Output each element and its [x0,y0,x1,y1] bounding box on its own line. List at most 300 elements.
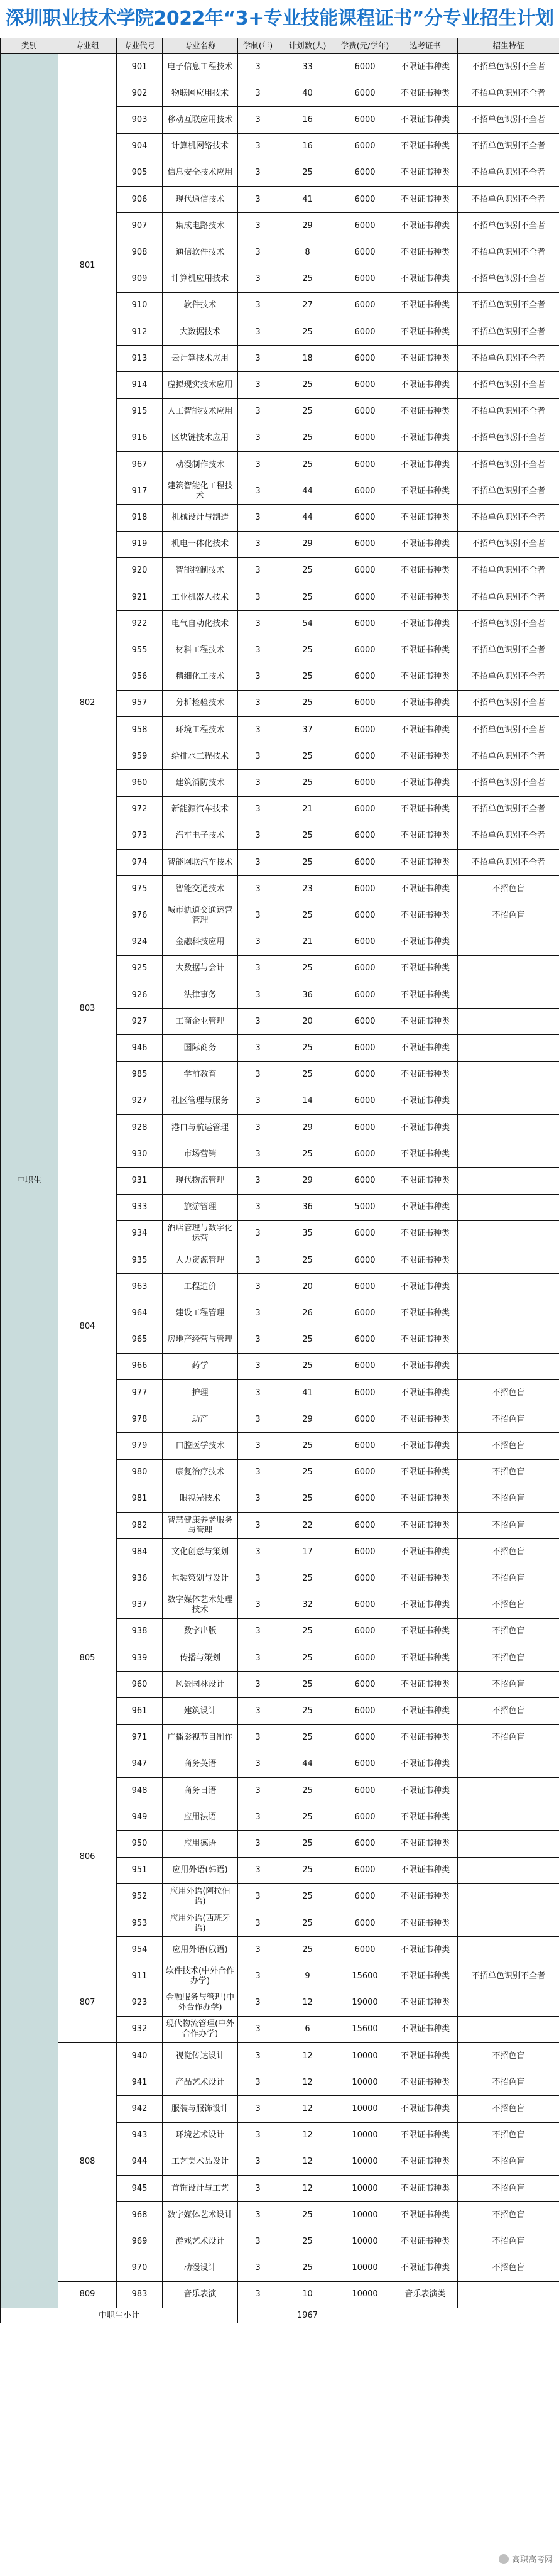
plan-count-cell: 16 [278,133,337,160]
feature-cell: 不招单色识别不全者 [457,451,559,478]
major-code-cell: 979 [116,1432,163,1459]
major-name-cell: 电气自动化技术 [162,610,238,637]
years-cell: 3 [237,1751,278,1778]
cert-cell: 不限证书种类 [393,1061,458,1088]
cert-cell: 不限证书种类 [393,345,458,372]
total-label: 中职生小计 [0,2308,238,2323]
tuition-cell: 6000 [337,398,393,425]
feature-cell [457,1327,559,1354]
years-cell: 3 [237,106,278,133]
years-cell: 3 [237,1910,278,1937]
major-code-cell: 973 [116,823,163,850]
major-code-cell: 948 [116,1777,163,1804]
years-cell: 3 [237,1618,278,1645]
feature-cell: 不招色盲 [457,1512,559,1539]
header-cell: 专业代号 [116,38,163,54]
major-name-cell: 信息安全技术应用 [162,160,238,187]
years-cell: 3 [237,1194,278,1221]
watermark [499,2553,553,2565]
years-cell: 3 [237,531,278,558]
years-cell: 3 [237,504,278,531]
major-name-cell: 眼视光技术 [162,1486,238,1513]
major-name-cell: 人工智能技术应用 [162,398,238,425]
tuition-cell: 6000 [337,849,393,876]
feature-cell [457,1141,559,1168]
feature-cell: 不招单色识别不全者 [457,557,559,584]
major-name-cell: 机电一体化技术 [162,531,238,558]
feature-cell: 不招色盲 [457,875,559,902]
tuition-cell: 6000 [337,796,393,823]
feature-cell: 不招单色识别不全者 [457,1963,559,1990]
tuition-cell: 6000 [337,371,393,398]
years-cell: 3 [237,1592,278,1619]
tuition-cell: 6000 [337,478,393,505]
feature-cell [457,1273,559,1300]
major-name-cell: 精细化工技术 [162,664,238,691]
tuition-cell: 10000 [337,2095,393,2122]
major-name-cell: 房地产经营与管理 [162,1327,238,1354]
cert-cell: 不限证书种类 [393,133,458,160]
years-cell: 3 [237,2042,278,2069]
years-cell: 3 [237,1645,278,1672]
tuition-cell: 6000 [337,186,393,213]
tuition-cell: 6000 [337,1406,393,1433]
years-cell: 3 [237,1671,278,1698]
years-cell: 3 [237,1034,278,1061]
years-cell: 3 [237,1061,278,1088]
years-cell: 3 [237,1883,278,1910]
major-name-cell: 工程造价 [162,1273,238,1300]
years-cell: 3 [237,398,278,425]
years-cell: 3 [237,2201,278,2228]
years-cell: 3 [237,1327,278,1354]
years-cell: 3 [237,584,278,611]
tuition-cell: 6000 [337,875,393,902]
tuition-cell: 10000 [337,2228,393,2255]
years-cell: 3 [237,425,278,452]
cert-cell: 不限证书种类 [393,1936,458,1963]
years-cell: 3 [237,2175,278,2202]
feature-cell [457,1034,559,1061]
major-code-cell: 907 [116,212,163,239]
major-code-cell: 921 [116,584,163,611]
major-code-cell: 981 [116,1486,163,1513]
major-name-cell: 新能源汽车技术 [162,796,238,823]
plan-count-cell: 44 [278,504,337,531]
plan-count-cell: 25 [278,1671,337,1698]
cert-cell: 不限证书种类 [393,955,458,982]
feature-cell [457,1936,559,1963]
tuition-cell: 6000 [337,504,393,531]
years-cell: 3 [237,1538,278,1565]
cert-cell: 不限证书种类 [393,557,458,584]
major-name-cell: 金融服务与管理(中外合作办学) [162,1990,238,2017]
plan-count-cell: 29 [278,1167,337,1194]
major-name-cell: 城市轨道交通运营管理 [162,902,238,929]
tuition-cell: 10000 [337,2281,393,2308]
plan-count-cell: 41 [278,1379,337,1406]
major-code-cell: 972 [116,796,163,823]
tuition-cell: 6000 [337,1141,393,1168]
major-name-cell: 物联网应用技术 [162,80,238,107]
major-code-cell: 923 [116,1990,163,2017]
major-code-cell: 958 [116,716,163,743]
tuition-cell: 6000 [337,1883,393,1910]
major-code-cell: 934 [116,1220,163,1247]
feature-cell: 不招色盲 [457,1645,559,1672]
major-name-cell: 人力资源管理 [162,1247,238,1274]
cert-cell: 不限证书种类 [393,743,458,770]
major-code-cell: 943 [116,2122,163,2149]
major-name-cell: 机械设计与制造 [162,504,238,531]
major-name-cell: 商务英语 [162,1751,238,1778]
plan-count-cell: 22 [278,1512,337,1539]
feature-cell: 不招单色识别不全者 [457,80,559,107]
feature-cell: 不招单色识别不全者 [457,345,559,372]
feature-cell [457,1353,559,1380]
tuition-cell: 6000 [337,239,393,266]
cert-cell: 不限证书种类 [393,80,458,107]
major-code-cell: 970 [116,2255,163,2282]
years-cell: 3 [237,80,278,107]
cert-cell: 不限证书种类 [393,716,458,743]
tuition-cell: 6000 [337,1724,393,1751]
plan-count-cell: 23 [278,875,337,902]
major-code-cell: 952 [116,1883,163,1910]
category-cell: 中职生 [0,53,58,2308]
major-code-cell: 901 [116,53,163,80]
years-cell: 3 [237,345,278,372]
tuition-cell: 6000 [337,610,393,637]
feature-cell: 不招色盲 [457,1486,559,1513]
major-name-cell: 环境艺术设计 [162,2122,238,2149]
cert-cell: 不限证书种类 [393,1618,458,1645]
major-code-cell: 980 [116,1459,163,1486]
feature-cell [457,1804,559,1831]
plan-count-cell: 12 [278,2042,337,2069]
cert-cell: 不限证书种类 [393,1432,458,1459]
cert-cell: 不限证书种类 [393,319,458,346]
feature-cell: 不招色盲 [457,2095,559,2122]
feature-cell: 不招单色识别不全者 [457,133,559,160]
cert-cell: 不限证书种类 [393,664,458,691]
years-cell: 3 [237,1114,278,1141]
major-name-cell: 智能交通技术 [162,875,238,902]
years-cell: 3 [237,2122,278,2149]
cert-cell: 不限证书种类 [393,1114,458,1141]
plan-count-cell: 12 [278,1990,337,2017]
plan-count-cell: 25 [278,849,337,876]
plan-count-cell: 25 [278,425,337,452]
tuition-cell: 6000 [337,1565,393,1592]
feature-cell: 不招色盲 [457,2175,559,2202]
plan-count-cell: 25 [278,1618,337,1645]
tuition-cell: 6000 [337,1088,393,1115]
major-code-cell: 922 [116,610,163,637]
group-code: 802 [58,478,117,929]
tuition-cell: 6000 [337,716,393,743]
tuition-cell: 6000 [337,1910,393,1937]
tuition-cell: 6000 [337,1618,393,1645]
plan-count-cell: 25 [278,1432,337,1459]
years-cell: 3 [237,1459,278,1486]
plan-count-cell: 25 [278,398,337,425]
years-cell: 3 [237,769,278,796]
tuition-cell: 6000 [337,292,393,319]
cert-cell: 不限证书种类 [393,849,458,876]
major-code-cell: 918 [116,504,163,531]
major-code-cell: 961 [116,1697,163,1724]
tuition-cell: 6000 [337,769,393,796]
major-name-cell: 云计算技术应用 [162,345,238,372]
years-cell: 3 [237,133,278,160]
tuition-cell: 6000 [337,1061,393,1088]
years-cell: 3 [237,1167,278,1194]
feature-cell: 不招单色识别不全者 [457,664,559,691]
tuition-cell: 6000 [337,1936,393,1963]
major-code-cell: 975 [116,875,163,902]
plan-count-cell: 36 [278,982,337,1009]
major-name-cell: 现代物流管理 [162,1167,238,1194]
major-name-cell: 智能控制技术 [162,557,238,584]
major-code-cell: 940 [116,2042,163,2069]
years-cell: 3 [237,664,278,691]
years-cell: 3 [237,982,278,1009]
feature-cell [457,1194,559,1221]
feature-cell: 不招单色识别不全者 [457,398,559,425]
header-cell: 学制(年) [237,38,278,54]
feature-cell: 不招单色识别不全者 [457,610,559,637]
years-cell: 3 [237,743,278,770]
years-cell: 3 [237,929,278,956]
years-cell: 3 [237,902,278,929]
tuition-cell: 6000 [337,160,393,187]
feature-cell: 不招单色识别不全者 [457,637,559,664]
major-code-cell: 976 [116,902,163,929]
page-title: 深圳职业技术学院2022年“3+专业技能课程证书”分专业招生计划 [5,8,554,30]
years-cell: 3 [237,637,278,664]
feature-cell: 不招色盲 [457,1538,559,1565]
plan-count-cell: 25 [278,1565,337,1592]
plan-count-cell: 25 [278,371,337,398]
major-name-cell: 数字出版 [162,1618,238,1645]
cert-cell: 不限证书种类 [393,2016,458,2043]
major-name-cell: 数字媒体艺术处理技术 [162,1592,238,1619]
feature-cell: 不招单色识别不全者 [457,823,559,850]
major-name-cell: 市场营销 [162,1141,238,1168]
cert-cell: 不限证书种类 [393,1592,458,1619]
group-code: 807 [58,1963,117,2043]
feature-cell [457,1990,559,2017]
cert-cell: 不限证书种类 [393,929,458,956]
tuition-cell: 6000 [337,80,393,107]
tuition-cell: 6000 [337,1167,393,1194]
cert-cell: 不限证书种类 [393,504,458,531]
tuition-cell: 6000 [337,955,393,982]
feature-cell: 不招单色识别不全者 [457,266,559,293]
plan-count-cell: 25 [278,1141,337,1168]
major-name-cell: 应用德语 [162,1830,238,1857]
major-name-cell: 法律事务 [162,982,238,1009]
tuition-cell: 10000 [337,2149,393,2176]
plan-count-cell: 17 [278,1538,337,1565]
major-code-cell: 941 [116,2069,163,2096]
header-cell: 选考证书 [393,38,458,54]
plan-count-cell: 25 [278,1830,337,1857]
total-value: 1967 [278,2308,337,2323]
plan-count-cell: 14 [278,1088,337,1115]
tuition-cell: 6000 [337,133,393,160]
tuition-cell: 6000 [337,1247,393,1274]
tuition-cell: 6000 [337,1697,393,1724]
years-cell: 3 [237,1008,278,1035]
feature-cell: 不招单色识别不全者 [457,53,559,80]
feature-cell: 不招单色识别不全者 [457,239,559,266]
plan-count-cell: 25 [278,1697,337,1724]
major-code-cell: 912 [116,319,163,346]
tuition-cell: 6000 [337,106,393,133]
major-name-cell: 应用外语(西班牙语) [162,1910,238,1937]
plan-count-cell: 6 [278,2016,337,2043]
major-code-cell: 925 [116,955,163,982]
cert-cell: 不限证书种类 [393,1141,458,1168]
major-code-cell: 908 [116,239,163,266]
feature-cell [457,955,559,982]
tuition-cell: 6000 [337,1671,393,1698]
feature-cell: 不招色盲 [457,1565,559,1592]
major-code-cell: 942 [116,2095,163,2122]
major-code-cell: 932 [116,2016,163,2043]
cert-cell: 不限证书种类 [393,1194,458,1221]
years-cell: 3 [237,2281,278,2308]
cert-cell: 不限证书种类 [393,1379,458,1406]
plan-count-cell: 25 [278,1486,337,1513]
plan-count-cell: 25 [278,266,337,293]
major-code-cell: 968 [116,2201,163,2228]
years-cell: 3 [237,1300,278,1327]
plan-count-cell: 25 [278,1883,337,1910]
feature-cell [457,1167,559,1194]
feature-cell: 不招单色识别不全者 [457,769,559,796]
years-cell: 3 [237,239,278,266]
plan-count-cell: 25 [278,584,337,611]
major-code-cell: 945 [116,2175,163,2202]
cert-cell: 不限证书种类 [393,186,458,213]
tuition-cell: 6000 [337,1432,393,1459]
cert-cell: 不限证书种类 [393,212,458,239]
cert-cell: 不限证书种类 [393,2095,458,2122]
cert-cell: 不限证书种类 [393,1300,458,1327]
major-name-cell: 建筑设计 [162,1697,238,1724]
feature-cell: 不招单色识别不全者 [457,186,559,213]
major-name-cell: 国际商务 [162,1034,238,1061]
feature-cell: 不招色盲 [457,1697,559,1724]
plan-count-cell: 25 [278,1247,337,1274]
years-cell: 3 [237,1990,278,2017]
major-name-cell: 动漫设计 [162,2255,238,2282]
years-cell: 3 [237,610,278,637]
major-name-cell: 商务日语 [162,1777,238,1804]
major-name-cell: 大数据技术 [162,319,238,346]
years-cell: 3 [237,371,278,398]
wechat-icon [499,2554,509,2564]
tuition-cell: 10000 [337,2175,393,2202]
cert-cell: 不限证书种类 [393,478,458,505]
group-code: 809 [58,2281,117,2308]
tuition-cell: 6000 [337,690,393,717]
feature-cell [457,1247,559,1274]
plan-count-cell: 25 [278,1061,337,1088]
tuition-cell: 10000 [337,2201,393,2228]
tuition-cell: 5000 [337,1194,393,1221]
plan-count-cell: 9 [278,1963,337,1990]
major-name-cell: 动漫制作技术 [162,451,238,478]
major-code-cell: 920 [116,557,163,584]
group-code: 806 [58,1751,117,1964]
cert-cell: 不限证书种类 [393,1008,458,1035]
plan-count-cell: 44 [278,1751,337,1778]
feature-cell: 不招色盲 [457,2069,559,2096]
plan-count-cell: 25 [278,1353,337,1380]
feature-cell: 不招色盲 [457,902,559,929]
plan-count-cell: 10 [278,2281,337,2308]
years-cell: 3 [237,1857,278,1884]
major-code-cell: 985 [116,1061,163,1088]
years-cell: 3 [237,53,278,80]
major-code-cell: 914 [116,371,163,398]
feature-cell: 不招单色识别不全者 [457,716,559,743]
major-code-cell: 913 [116,345,163,372]
feature-cell [457,2016,559,2043]
cert-cell: 不限证书种类 [393,451,458,478]
cert-cell: 不限证书种类 [393,1353,458,1380]
feature-cell [457,1220,559,1247]
major-code-cell: 969 [116,2228,163,2255]
major-name-cell: 通信软件技术 [162,239,238,266]
cert-cell: 不限证书种类 [393,2255,458,2282]
major-name-cell: 分析检验技术 [162,690,238,717]
major-code-cell: 974 [116,849,163,876]
header-cell: 招生特征 [457,38,559,54]
plan-count-cell: 37 [278,716,337,743]
major-code-cell: 960 [116,1671,163,1698]
years-cell: 3 [237,2228,278,2255]
cert-cell: 不限证书种类 [393,1327,458,1354]
cert-cell: 不限证书种类 [393,875,458,902]
total-spacer [237,2308,278,2323]
years-cell: 3 [237,2016,278,2043]
cert-cell: 不限证书种类 [393,769,458,796]
major-code-cell: 910 [116,292,163,319]
major-code-cell: 959 [116,743,163,770]
tuition-cell: 6000 [337,531,393,558]
tuition-cell: 6000 [337,557,393,584]
plan-count-cell: 25 [278,1327,337,1354]
plan-count-cell: 35 [278,1220,337,1247]
plan-count-cell: 41 [278,186,337,213]
cert-cell: 不限证书种类 [393,1538,458,1565]
feature-cell: 不招单色识别不全者 [457,690,559,717]
tuition-cell: 15600 [337,2016,393,2043]
years-cell: 3 [237,1432,278,1459]
years-cell: 3 [237,557,278,584]
cert-cell: 不限证书种类 [393,637,458,664]
feature-cell: 不招色盲 [457,2122,559,2149]
feature-cell: 不招色盲 [457,1406,559,1433]
major-code-cell: 933 [116,1194,163,1221]
major-name-cell: 现代通信技术 [162,186,238,213]
years-cell: 3 [237,266,278,293]
